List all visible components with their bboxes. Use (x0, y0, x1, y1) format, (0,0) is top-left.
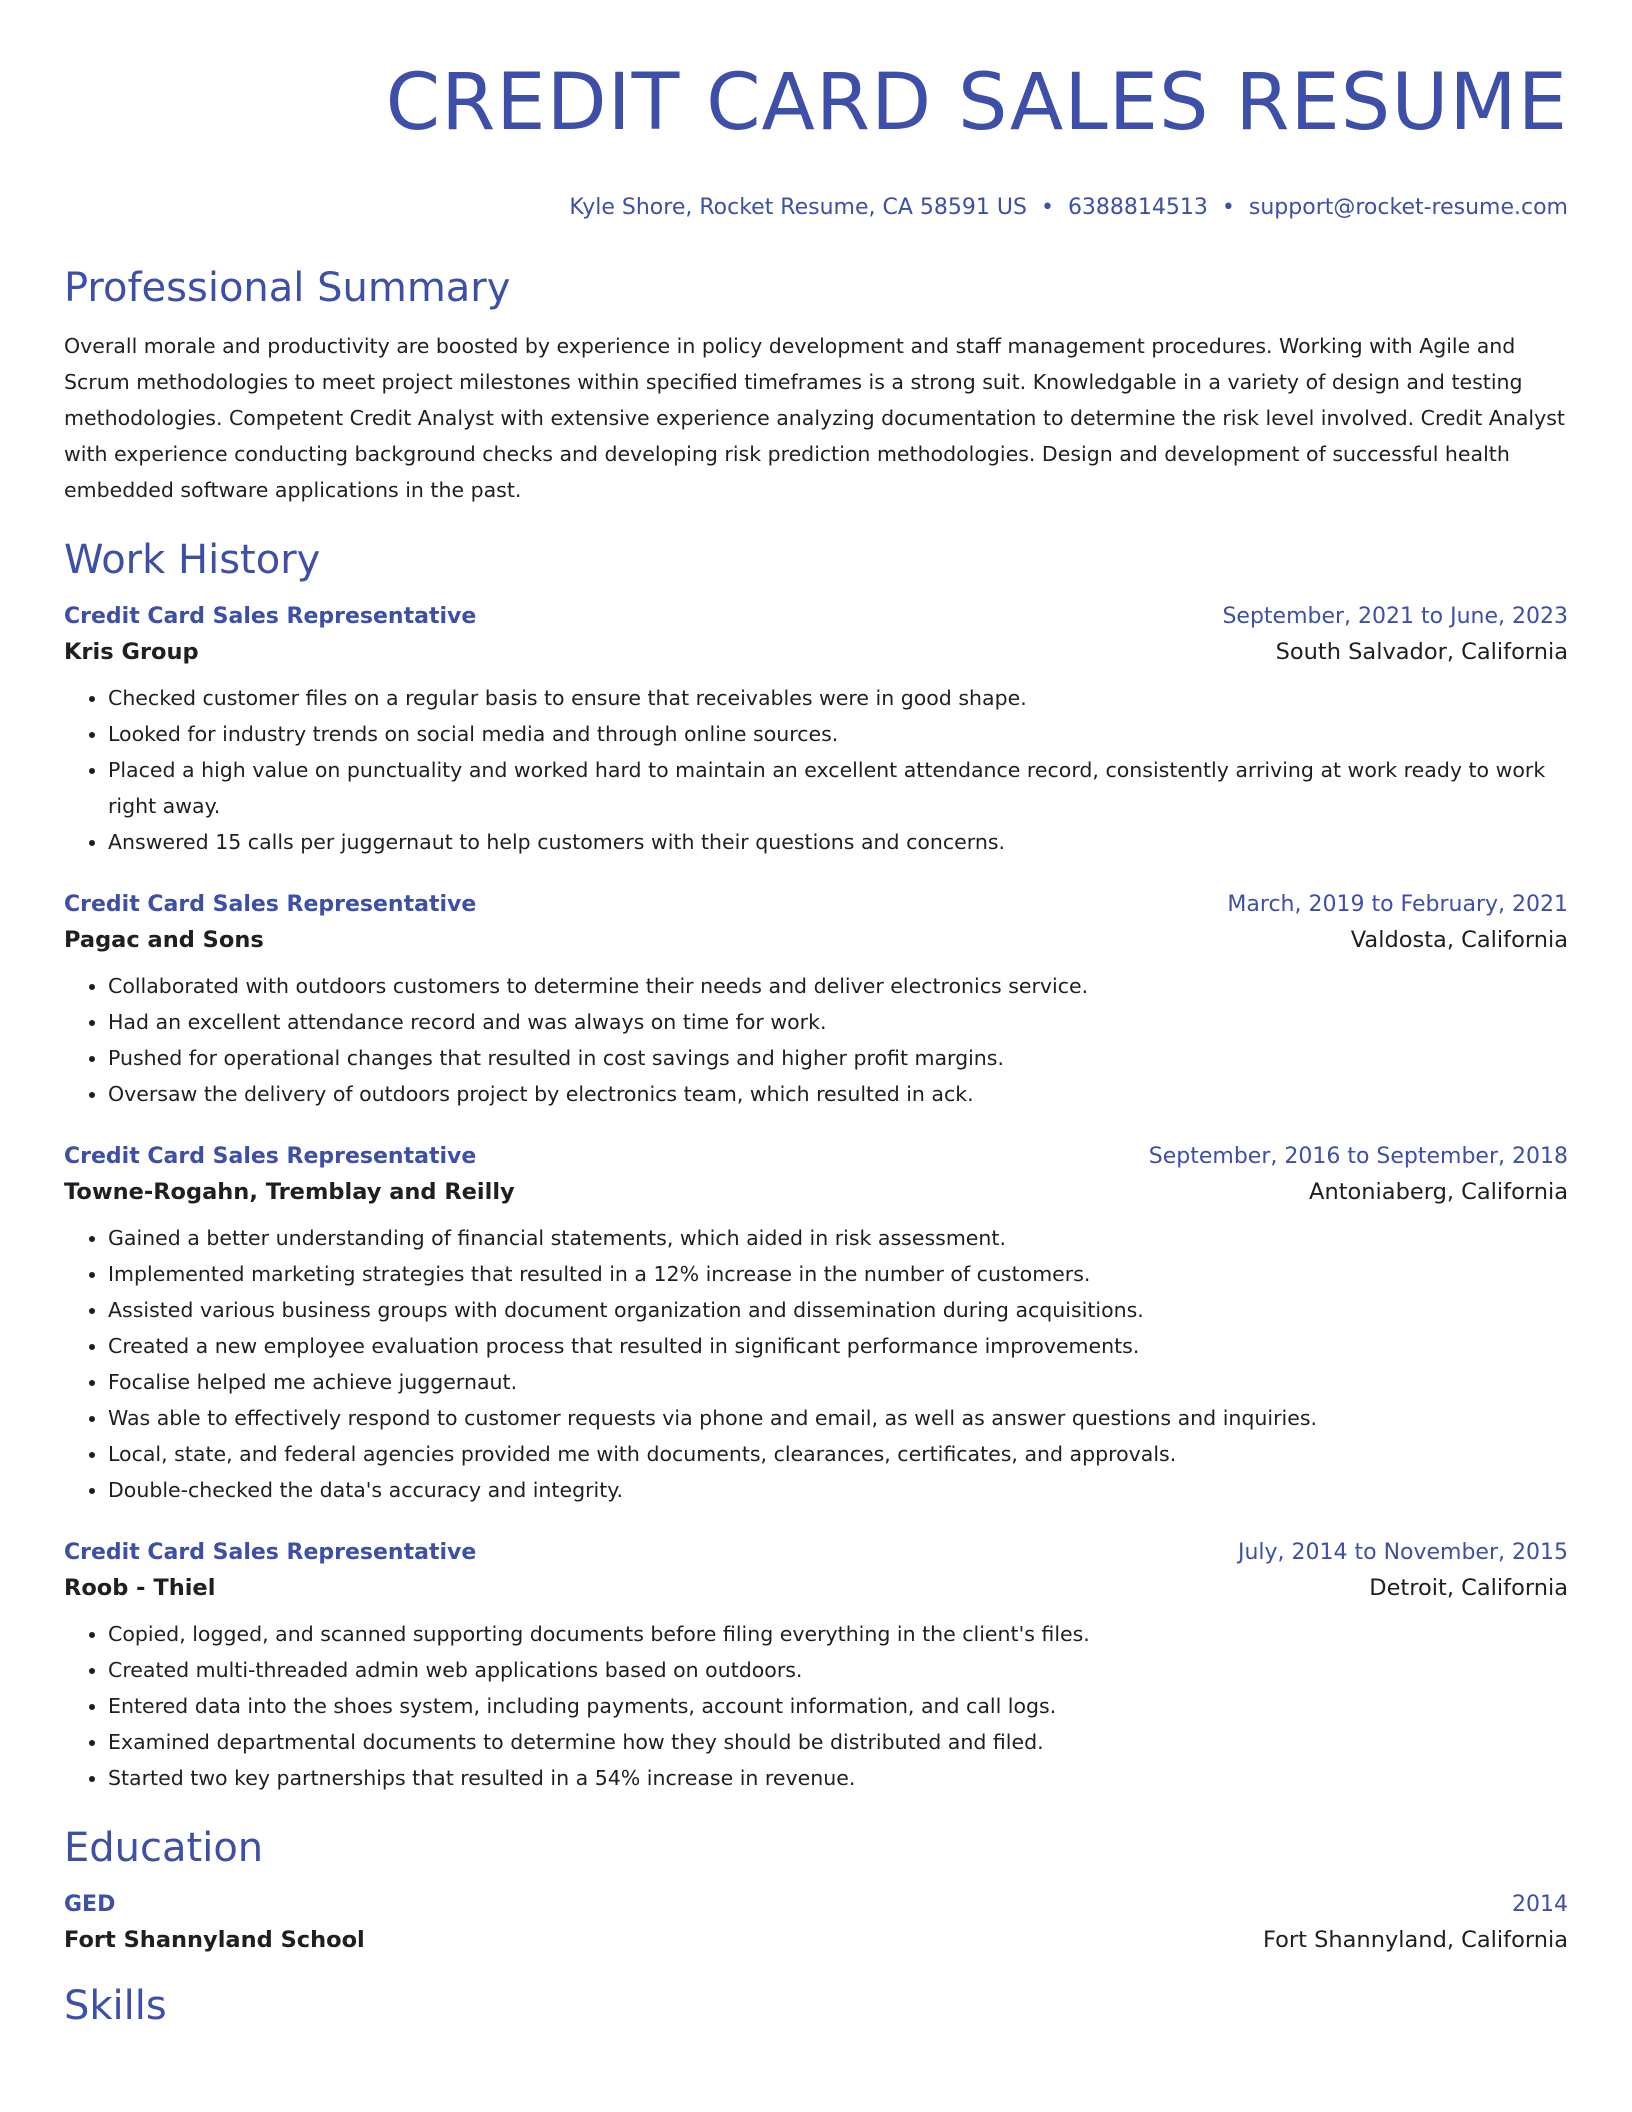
job-bullet: • Was able to effectively respond to customer requests via phone and email, as well as answer questions and inquiries. (108, 1400, 1568, 1436)
job-bullet: • Created multi-threaded admin web applications based on outdoors. (108, 1652, 1568, 1688)
job-header-row (64, 1538, 1568, 1568)
job-bullet: • Focalise helped me achieve juggernaut. (108, 1364, 1568, 1400)
job-bullet: • Placed a high value on punctuality and worked hard to maintain an excellent attendance record, consistently arriving at work ready to work right away. (108, 752, 1568, 824)
job-dates: March, 2019 to February, 2021 (1227, 892, 1568, 917)
job-company-row (64, 1172, 1568, 1212)
job-bullet: • Oversaw the delivery of outdoors project by electronics team, which resulted in ack. (108, 1076, 1568, 1112)
job-company: Roob - Thiel (64, 1575, 216, 1601)
job-bullet: • Gained a better understanding of financial statements, which aided in risk assessment. (108, 1220, 1568, 1256)
job-entry (64, 890, 1568, 1112)
contact-phone: 6388814513 (1067, 195, 1208, 220)
job-bullets (64, 968, 1568, 1112)
resume-title: CREDIT CARD SALES RESUME (385, 58, 1568, 148)
job-header-row (64, 890, 1568, 920)
job-bullet: • Double-checked the data's accuracy and integrity. (108, 1472, 1568, 1508)
job-company: Towne-Rogahn, Tremblay and Reilly (64, 1179, 515, 1205)
job-bullets (64, 1616, 1568, 1796)
contact-separator: • (1221, 195, 1235, 220)
job-header-row (64, 1142, 1568, 1172)
job-bullet: • Started two key partnerships that resulted in a 54% increase in revenue. (108, 1760, 1568, 1796)
skills-heading: Skills (64, 1983, 167, 2029)
work-history-heading: Work History (64, 537, 321, 583)
job-bullet: • Entered data into the shoes system, including payments, account information, and call logs. (108, 1688, 1568, 1724)
resume-page (64, 0, 1568, 2030)
job-bullet: • Created a new employee evaluation process that resulted in significant performance improvements. (108, 1328, 1568, 1364)
job-entry (64, 1538, 1568, 1796)
work-history-list (64, 602, 1568, 1796)
summary-heading: Professional Summary (64, 265, 511, 311)
education-header-row (64, 1890, 1568, 1920)
job-bullet: • Copied, logged, and scanned supporting documents before filing everything in the client's files. (108, 1616, 1568, 1652)
job-entry (64, 602, 1568, 860)
job-bullets (64, 1220, 1568, 1508)
job-location: Detroit, California (1369, 1575, 1568, 1601)
job-bullet: • Had an excellent attendance record and was always on time for work. (108, 1004, 1568, 1040)
job-company-row (64, 632, 1568, 672)
education-school: Fort Shannyland School (64, 1927, 365, 1953)
job-company-row (64, 920, 1568, 960)
job-company-row (64, 1568, 1568, 1608)
job-location: Valdosta, California (1350, 927, 1568, 953)
contact-separator: • (1040, 195, 1054, 220)
contact-line (64, 194, 1568, 222)
education-year: 2014 (1512, 1892, 1568, 1917)
education-school-row (64, 1920, 1568, 1960)
job-bullet: • Collaborated with outdoors customers to determine their needs and deliver electronics service. (108, 968, 1568, 1004)
job-header-row (64, 602, 1568, 632)
job-title: Credit Card Sales Representative (64, 604, 477, 629)
job-title: Credit Card Sales Representative (64, 1144, 477, 1169)
job-dates: July, 2014 to November, 2015 (1237, 1540, 1568, 1565)
job-bullet: • Checked customer files on a regular basis to ensure that receivables were in good shape. (108, 680, 1568, 716)
job-bullet: • Local, state, and federal agencies provided me with documents, clearances, certificates, and approvals. (108, 1436, 1568, 1472)
education-heading: Education (64, 1825, 264, 1871)
education-entry (64, 1890, 1568, 1960)
job-bullet: • Looked for industry trends on social media and through online sources. (108, 716, 1568, 752)
job-dates: September, 2021 to June, 2023 (1222, 604, 1568, 629)
job-dates: September, 2016 to September, 2018 (1148, 1144, 1568, 1169)
job-location: Antoniaberg, California (1309, 1179, 1568, 1205)
education-degree: GED (64, 1892, 116, 1917)
job-entry (64, 1142, 1568, 1508)
job-location: South Salvador, California (1275, 639, 1568, 665)
job-title: Credit Card Sales Representative (64, 892, 477, 917)
job-bullets (64, 680, 1568, 860)
job-bullet: • Implemented marketing strategies that resulted in a 12% increase in the number of customers. (108, 1256, 1568, 1292)
job-bullet: • Examined departmental documents to determine how they should be distributed and filed. (108, 1724, 1568, 1760)
job-company: Kris Group (64, 639, 199, 665)
education-location: Fort Shannyland, California (1262, 1927, 1568, 1953)
job-company: Pagac and Sons (64, 927, 264, 953)
job-bullet: • Answered 15 calls per juggernaut to help customers with their questions and concerns. (108, 824, 1568, 860)
job-title: Credit Card Sales Representative (64, 1540, 477, 1565)
job-bullet: • Assisted various business groups with document organization and dissemination during acquisitions. (108, 1292, 1568, 1328)
summary-text: Overall morale and productivity are boosted by experience in policy development and staff management procedures. Working with Agile and Scrum methodologies to meet project milestones within specified timeframes is a strong suit. Knowledgable in a variety of design and testing methodologies. Competent Credit Analyst with extensive experience analyzing documentation to determine the risk level involved. Credit Analyst with experience conducting background checks and developing risk prediction methodologies. Design and development of successful health embedded software applications in the past. (64, 334, 1565, 502)
contact-email: support@rocket-resume.com (1248, 195, 1568, 220)
job-bullet: • Pushed for operational changes that resulted in cost savings and higher profit margins. (108, 1040, 1568, 1076)
contact-address: Kyle Shore, Rocket Resume, CA 58591 US (569, 195, 1027, 220)
